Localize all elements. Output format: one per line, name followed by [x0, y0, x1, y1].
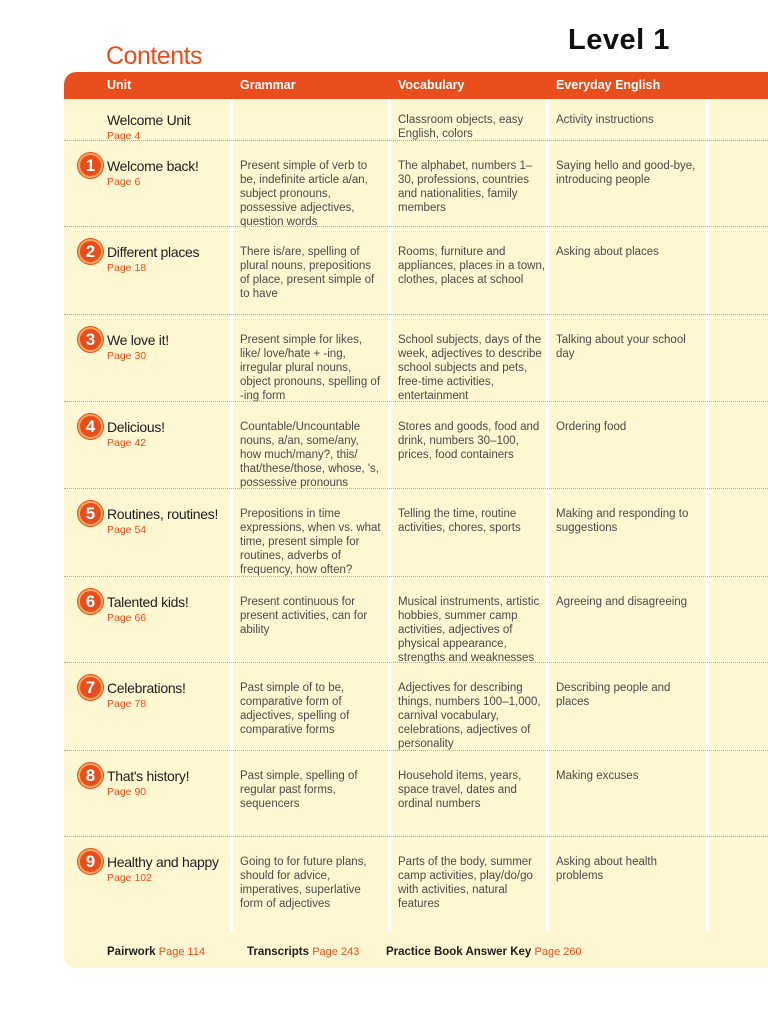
- table-footer: [64, 932, 768, 968]
- unit-number-badge: 2: [78, 239, 103, 264]
- grammar-cell: Going to for future plans, should for advice, imperatives, superlative form of adjectives: [240, 856, 367, 910]
- unit-title[interactable]: Celebrations!: [107, 680, 186, 696]
- column-divider: [388, 99, 391, 932]
- footer-page: Page 260: [534, 946, 582, 958]
- row-divider: [64, 836, 768, 837]
- unit-title[interactable]: Healthy and happy: [107, 854, 219, 870]
- vocabulary-cell: Parts of the body, summer camp activities, play/do/go with activities, natural features: [398, 856, 533, 910]
- unit-title[interactable]: Routines, routines!: [107, 506, 219, 522]
- vocabulary-cell: School subjects, days of the week, adjectives to describe school subjects and pets, free-time activities, entertainment: [398, 334, 542, 402]
- vocabulary-cell: Household items, years, space travel, dates and ordinal numbers: [398, 770, 522, 810]
- header-vocabulary: Vocabulary: [398, 78, 465, 92]
- header-unit: Unit: [107, 78, 132, 92]
- everyday-english-cell: Describing people and places: [556, 682, 671, 708]
- grammar-cell: Present simple of verb to be, indefinite article a/an, subject pronouns, possessive adjectives, question words: [240, 160, 368, 228]
- unit-title[interactable]: We love it!: [107, 332, 169, 348]
- column-divider: [546, 99, 549, 932]
- grammar-cell: Past simple of to be, comparative form of adjectives, spelling of comparative forms: [240, 682, 350, 736]
- table-header: [64, 72, 768, 99]
- row-divider: [64, 314, 768, 315]
- vocabulary-cell: Telling the time, routine activities, chores, sports: [398, 508, 521, 534]
- vocabulary-cell: Classroom objects, easy English, colors: [398, 114, 524, 140]
- level-title: Level 1: [568, 24, 670, 56]
- unit-title[interactable]: Different places: [107, 244, 200, 260]
- unit-title[interactable]: Welcome Unit: [107, 112, 191, 128]
- footer-label: Practice Book Answer Key: [386, 946, 532, 958]
- vocabulary-cell: Stores and goods, food and drink, numbers 30–100, prices, food containers: [398, 421, 540, 461]
- row-divider: [64, 401, 768, 402]
- everyday-english-cell: Activity instructions: [556, 114, 654, 126]
- vocabulary-cell: The alphabet, numbers 1–30, professions, countries and nationalities, family members: [398, 160, 533, 214]
- unit-page[interactable]: Page 18: [107, 262, 147, 274]
- footer-page: Page 114: [158, 946, 206, 958]
- row-divider: [64, 226, 768, 227]
- unit-number-badge: 9: [78, 849, 103, 874]
- contents-title: Contents: [106, 42, 203, 70]
- row-divider: [64, 140, 768, 141]
- grammar-cell: Countable/Uncountable nouns, a/an, some/any, how much/many?, this/ that/these/those, whose, 's, possessive pronouns: [240, 421, 379, 489]
- everyday-english-cell: Talking about your school day: [556, 334, 686, 360]
- unit-number-badge: 7: [78, 675, 103, 700]
- vocabulary-cell: Musical instruments, artistic hobbies, summer camp activities, adjectives of physical appearance, strengths and weaknesses: [398, 596, 540, 664]
- unit-page[interactable]: Page 66: [107, 612, 147, 624]
- unit-page[interactable]: Page 4: [107, 130, 141, 142]
- unit-page[interactable]: Page 30: [107, 350, 147, 362]
- footer-label: Pairwork: [107, 946, 156, 958]
- vocabulary-cell: Rooms, furniture and appliances, places in a town, clothes, places at school: [398, 246, 546, 286]
- everyday-english-cell: Ordering food: [556, 421, 627, 433]
- grammar-cell: There is/are, spelling of plural nouns, prepositions of place, present simple of to have: [240, 246, 375, 300]
- vocabulary-cell: Adjectives for describing things, numbers 100–1,000, carnival vocabulary, celebrations, adjectives of personality: [398, 682, 541, 750]
- footer-page: Page 243: [312, 946, 360, 958]
- unit-page[interactable]: Page 90: [107, 786, 147, 798]
- unit-number-badge: 4: [78, 414, 103, 439]
- footer-pairwork[interactable]: [107, 946, 205, 958]
- row-divider: [64, 662, 768, 663]
- unit-page[interactable]: Page 42: [107, 437, 147, 449]
- everyday-english-cell: Agreeing and disagreeing: [556, 596, 688, 608]
- grammar-cell: Prepositions in time expressions, when vs. what time, present simple for routines, adverbs of frequency, how often?: [240, 508, 381, 576]
- header-grammar: Grammar: [240, 78, 296, 92]
- row-divider: [64, 750, 768, 751]
- footer-label: Transcripts: [247, 946, 309, 958]
- unit-title[interactable]: Welcome back!: [107, 158, 199, 174]
- everyday-english-cell: Making and responding to suggestions: [556, 508, 689, 534]
- everyday-english-cell: Saying hello and good-bye, introducing people: [556, 160, 696, 186]
- unit-number-badge: 1: [78, 153, 103, 178]
- unit-number-badge: 5: [78, 501, 103, 526]
- unit-page[interactable]: Page 102: [107, 872, 152, 884]
- unit-page[interactable]: Page 6: [107, 176, 141, 188]
- everyday-english-cell: Asking about health problems: [556, 856, 658, 882]
- footer-answer-key[interactable]: [386, 946, 582, 958]
- unit-number-badge: 3: [78, 327, 103, 352]
- contents-table: [64, 72, 768, 968]
- column-divider: [230, 99, 233, 932]
- unit-number-badge: 6: [78, 589, 103, 614]
- everyday-english-cell: Asking about places: [556, 246, 659, 258]
- unit-title[interactable]: Talented kids!: [107, 594, 189, 610]
- unit-number-badge: 8: [78, 763, 103, 788]
- grammar-cell: Present continuous for present activities, can for ability: [240, 596, 368, 636]
- unit-title[interactable]: That's history!: [107, 768, 190, 784]
- row-divider: [64, 576, 768, 577]
- column-divider: [706, 99, 709, 932]
- grammar-cell: Past simple, spelling of regular past forms, sequencers: [240, 770, 358, 810]
- header-everyday-english: Everyday English: [556, 78, 661, 92]
- unit-page[interactable]: Page 54: [107, 524, 147, 536]
- unit-page[interactable]: Page 78: [107, 698, 147, 710]
- row-divider: [64, 488, 768, 489]
- everyday-english-cell: Making excuses: [556, 770, 639, 782]
- grammar-cell: Present simple for likes, like/ love/hate + -ing, irregular plural nouns, object pronouns, spelling of -ing form: [240, 334, 381, 402]
- unit-title[interactable]: Delicious!: [107, 419, 165, 435]
- footer-transcripts[interactable]: [247, 946, 359, 958]
